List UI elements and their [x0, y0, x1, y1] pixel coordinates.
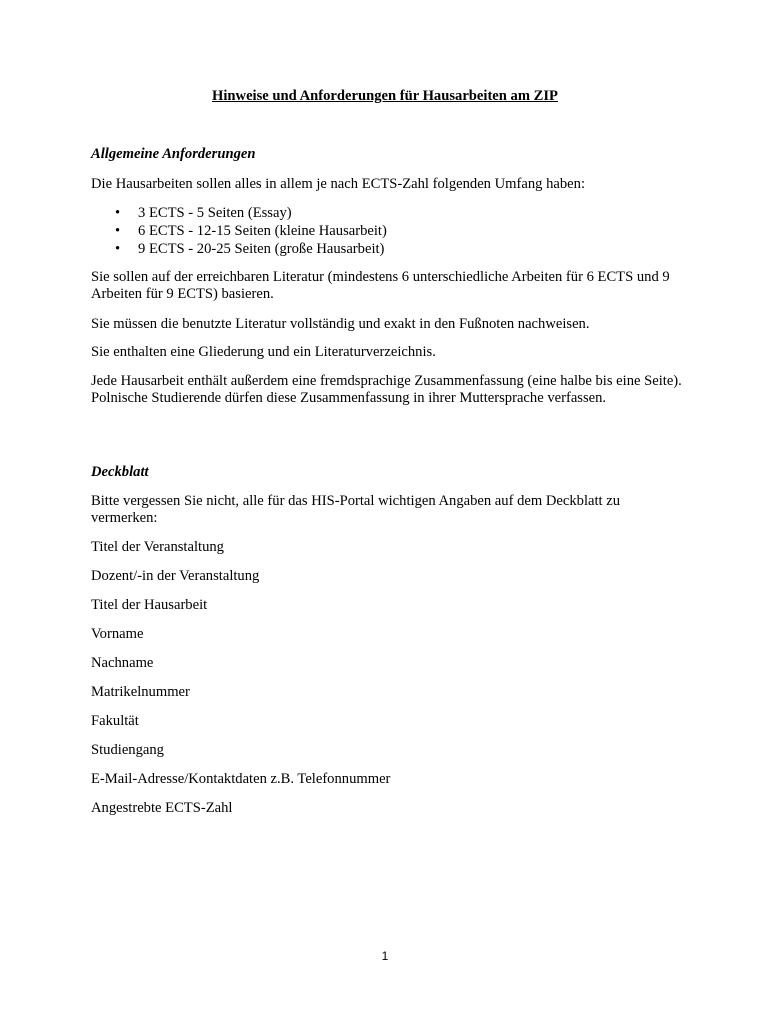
deckblatt-field: Dozent/-in der Veranstaltung — [91, 568, 260, 584]
paragraph-literatur: Sie sollen auf der erreichbaren Literatur (mindestens 6 unterschiedliche Arbeiten für 6 ECTS und 9 Arbeiten für 9 ECTS) basieren. — [91, 269, 670, 302]
deckblatt-field: Studiengang — [91, 742, 164, 758]
section-heading-allgemeine: Allgemeine Anforderungen — [91, 146, 256, 162]
deckblatt-field: E-Mail-Adresse/Kontaktdaten z.B. Telefonnummer — [91, 771, 391, 787]
section2-intro: Bitte vergessen Sie nicht, alle für das HIS-Portal wichtigen Angaben auf dem Deckblatt zu vermerken: — [91, 493, 621, 526]
deckblatt-field: Titel der Hausarbeit — [91, 597, 208, 613]
deckblatt-field: Matrikelnummer — [91, 684, 190, 700]
bullet-icon: • — [115, 223, 121, 239]
section1-intro: Die Hausarbeiten sollen alles in allem je nach ECTS-Zahl folgenden Umfang haben: — [91, 176, 585, 192]
deckblatt-field: Titel der Veranstaltung — [91, 539, 224, 555]
ects-bullet-list — [91, 205, 681, 259]
list-item: • 3 ECTS - 5 Seiten (Essay) — [115, 205, 292, 221]
bullet-icon: • — [115, 241, 121, 257]
page-number: 1 — [381, 949, 389, 963]
section-heading-deckblatt: Deckblatt — [91, 464, 149, 480]
bullet-icon: • — [115, 205, 121, 221]
paragraph-fussnoten: Sie müssen die benutzte Literatur vollständig und exakt in den Fußnoten nachweisen. — [91, 316, 590, 332]
list-item: • 9 ECTS - 20-25 Seiten (große Hausarbeit) — [115, 241, 385, 257]
deckblatt-field: Nachname — [91, 655, 154, 671]
deckblatt-field: Fakultät — [91, 713, 139, 729]
list-item: • 6 ECTS - 12-15 Seiten (kleine Hausarbeit) — [115, 223, 387, 239]
deckblatt-field: Vorname — [91, 626, 144, 642]
paragraph-gliederung: Sie enthalten eine Gliederung und ein Literaturverzeichnis. — [91, 344, 436, 360]
paragraph-zusammenfassung: Jede Hausarbeit enthält außerdem eine fremdsprachige Zusammenfassung (eine halbe bis eine Seite). Polnische Studierende dürfen diese Zusammenfassung in ihrer Muttersprache verfassen. — [91, 373, 682, 406]
page-title: Hinweise und Anforderungen für Hausarbeiten am ZIP — [212, 88, 558, 104]
deckblatt-field: Angestrebte ECTS-Zahl — [91, 800, 233, 816]
